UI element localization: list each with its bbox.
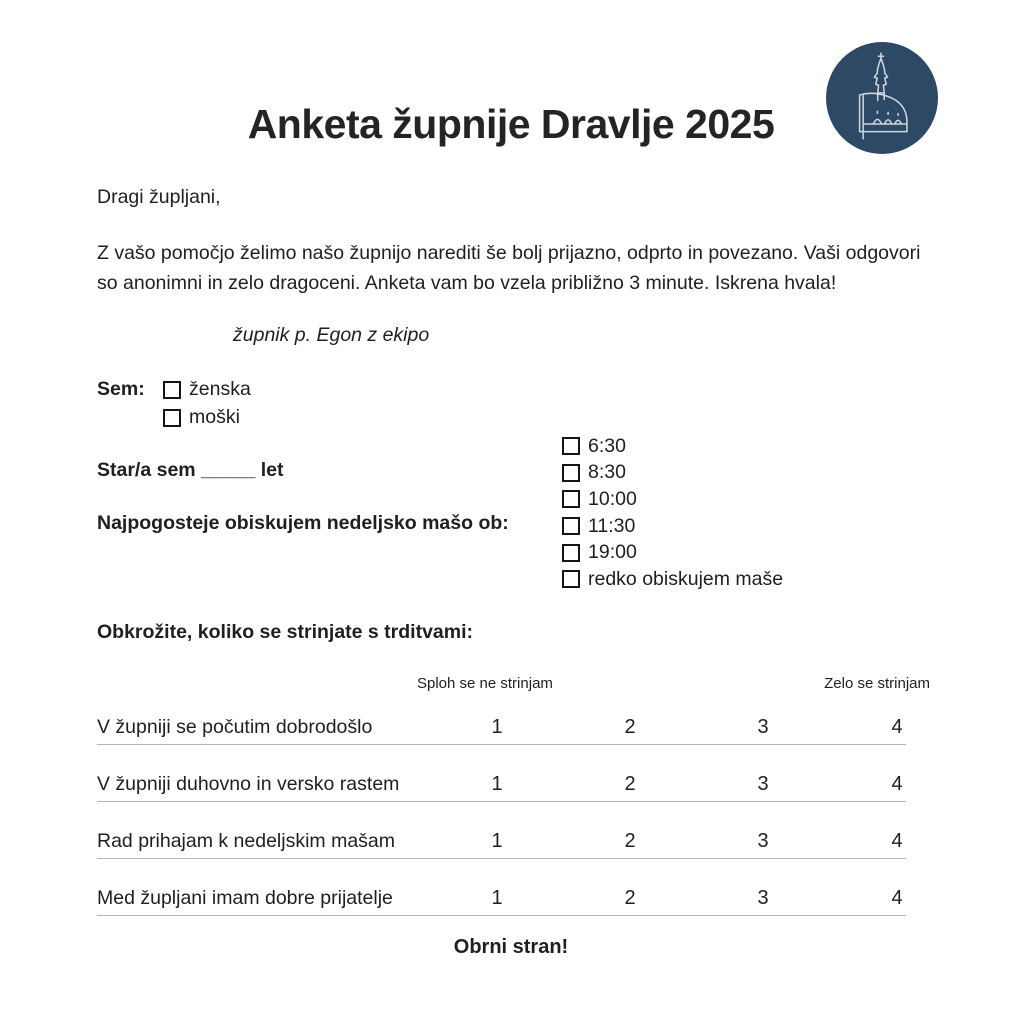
mass-option-1900[interactable] xyxy=(562,539,783,566)
rating-value-1[interactable]: 1 xyxy=(491,773,503,795)
rating-value-2[interactable]: 2 xyxy=(624,773,636,795)
church-icon xyxy=(826,42,938,154)
checkbox-icon[interactable] xyxy=(562,437,580,455)
rating-table xyxy=(97,688,906,916)
rating-value-3[interactable]: 3 xyxy=(757,773,769,795)
intro-paragraph: Z vašo pomočjo želimo našo župnijo narediti še bolj prijazno, odprto in povezano. Vaši odgovori so anonimni in zelo dragoceni. Anketa vam bo vzela približno 3 minute. Iskrena hvala! xyxy=(97,242,921,294)
rating-value-3[interactable]: 3 xyxy=(757,830,769,852)
mass-option-1000[interactable] xyxy=(562,486,783,513)
signature-text: župnik p. Egon z ekipo xyxy=(233,324,430,346)
rating-value-4[interactable]: 4 xyxy=(891,716,903,738)
mass-time-options xyxy=(562,433,783,593)
mass-question-label: Najpogosteje obiskujem nedeljsko mašo ob: xyxy=(97,512,509,534)
rating-value-1[interactable]: 1 xyxy=(491,887,503,909)
scale-label-disagree: Sploh se ne strinjam xyxy=(417,675,553,692)
statement-label: V župniji se počutim dobrodošlo xyxy=(97,716,373,738)
statement-label: V župniji duhovno in versko rastem xyxy=(97,773,400,795)
rating-value-4[interactable]: 4 xyxy=(891,830,903,852)
rating-row-sunday-mass xyxy=(97,802,906,859)
rating-value-3[interactable]: 3 xyxy=(757,887,769,909)
mass-option-label: 6:30 xyxy=(588,434,626,457)
rating-row-growth xyxy=(97,745,906,802)
gender-option-label: ženska xyxy=(189,378,251,400)
gender-question-label: Sem: xyxy=(97,378,145,400)
rating-value-3[interactable]: 3 xyxy=(757,716,769,738)
greeting-text: Dragi župljani, xyxy=(97,186,221,208)
rating-value-4[interactable]: 4 xyxy=(891,887,903,909)
mass-option-rarely[interactable] xyxy=(562,566,783,593)
checkbox-icon[interactable] xyxy=(163,409,181,427)
mass-option-label: 19:00 xyxy=(588,541,637,564)
rating-value-1[interactable]: 1 xyxy=(491,830,503,852)
statement-label: Med župljani imam dobre prijatelje xyxy=(97,887,393,909)
statement-label: Rad prihajam k nedeljskim mašam xyxy=(97,830,396,852)
rating-value-1[interactable]: 1 xyxy=(491,716,503,738)
checkbox-icon[interactable] xyxy=(562,570,580,588)
age-question-label: Star/a sem _____ let xyxy=(97,459,284,481)
turn-page-note: Obrni stran! xyxy=(453,936,569,958)
mass-option-1130[interactable] xyxy=(562,513,783,540)
gender-option-zenska[interactable] xyxy=(163,378,251,401)
parish-church-logo xyxy=(826,42,938,154)
rating-value-2[interactable]: 2 xyxy=(624,887,636,909)
gender-option-moski[interactable] xyxy=(163,406,240,429)
mass-option-label: 10:00 xyxy=(588,487,637,510)
rating-section-heading: Obkrožite, koliko se strinjate s trditvami: xyxy=(97,621,474,643)
mass-option-630[interactable] xyxy=(562,433,783,460)
mass-option-label: 8:30 xyxy=(588,461,626,484)
rating-value-2[interactable]: 2 xyxy=(624,830,636,852)
gender-option-label: moški xyxy=(189,406,240,428)
mass-option-label: redko obiskujem maše xyxy=(588,567,784,590)
rating-row-welcome xyxy=(97,688,906,745)
mass-option-label: 11:30 xyxy=(588,514,636,537)
mass-option-830[interactable] xyxy=(562,460,783,487)
rating-row-friends xyxy=(97,859,906,916)
rating-value-4[interactable]: 4 xyxy=(891,773,903,795)
rating-value-2[interactable]: 2 xyxy=(624,716,636,738)
checkbox-icon[interactable] xyxy=(562,464,580,482)
checkbox-icon[interactable] xyxy=(163,381,181,399)
scale-label-agree: Zelo se strinjam xyxy=(824,675,930,692)
page-title: Anketa župnije Dravlje 2025 xyxy=(247,101,775,147)
checkbox-icon[interactable] xyxy=(562,517,580,535)
checkbox-icon[interactable] xyxy=(562,544,580,562)
checkbox-icon[interactable] xyxy=(562,490,580,508)
